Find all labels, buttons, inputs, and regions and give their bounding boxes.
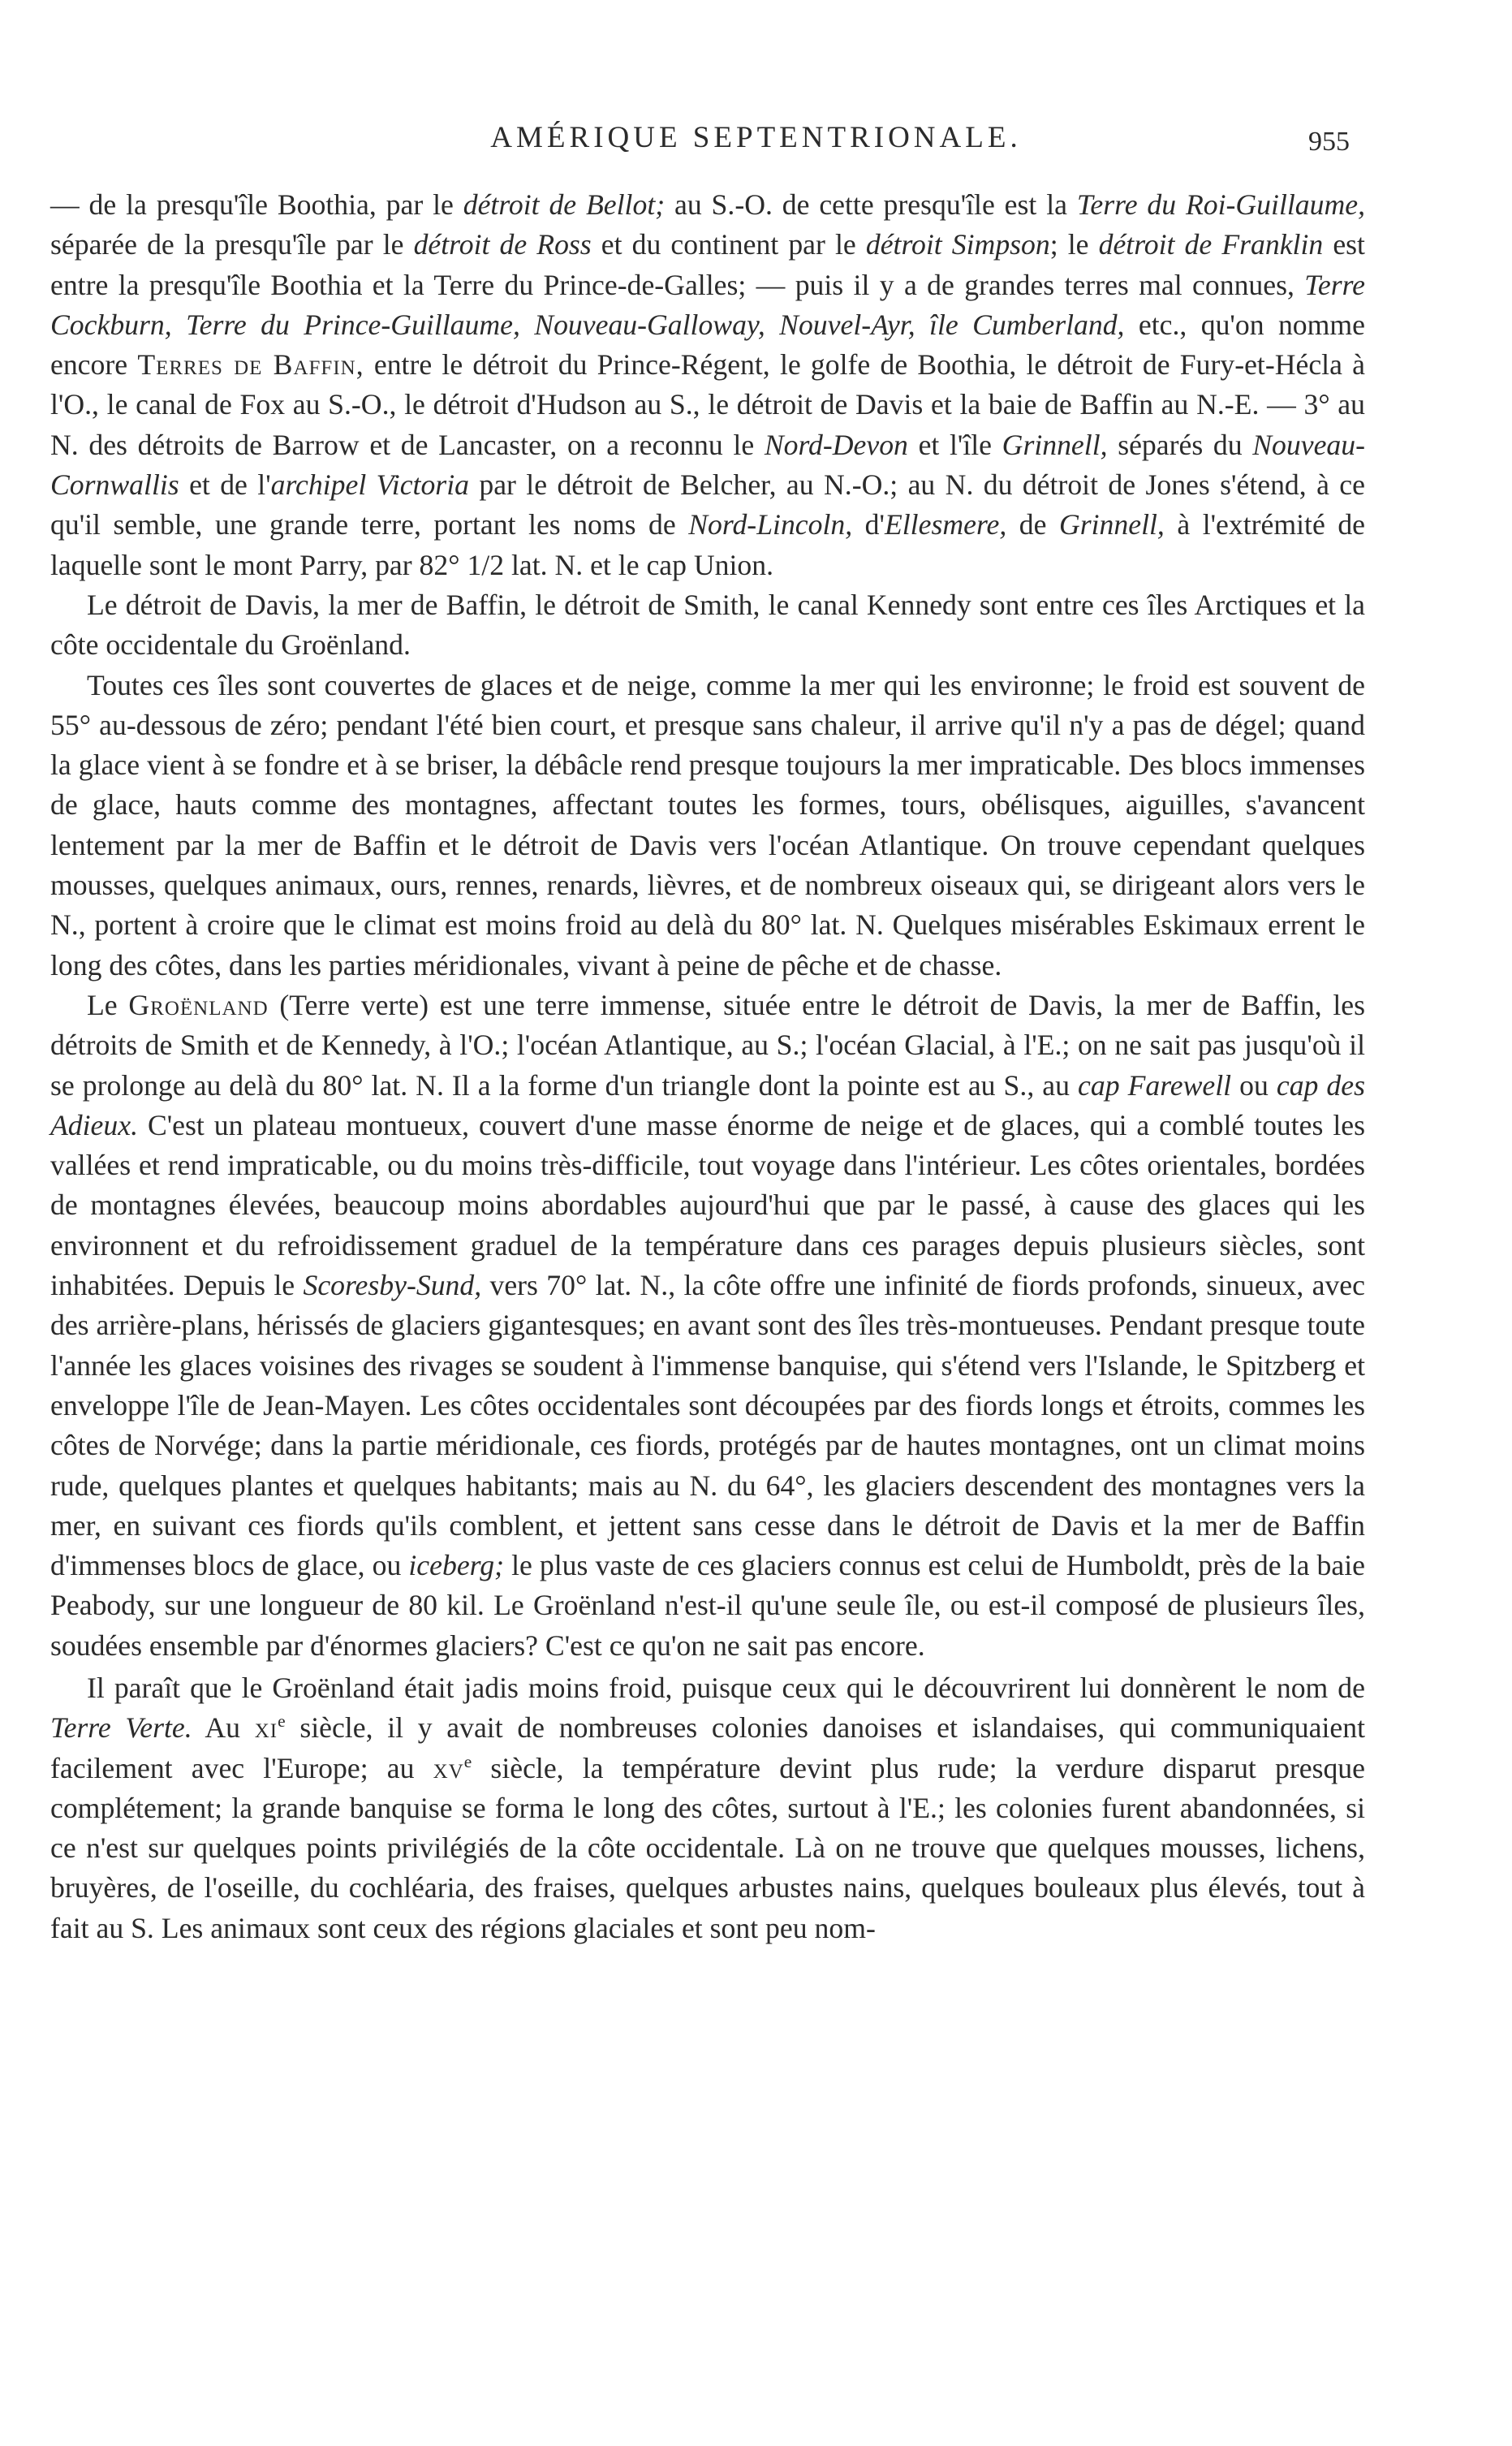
place-name: Terre Cockburn, Terre du Prince-Guillaume, Nouveau-Galloway, Nouvel-Ayr, île Cumberland, bbox=[50, 268, 1365, 341]
text-run: Toutes ces îles sont couvertes de glaces et de neige, comme la mer qui les environne; le froid est souvent de 55° au-dessous de zéro; pendant l'été bien court, et presque sans chaleur, il arrive qu'il n'y a pas de dégel; quand la glace vient à se fondre et à se briser, la débâcle rend presque toujours la mer impraticable. Des blocs immenses de glace, hauts comme des montagnes, affectant toutes les formes, tours, obélisques, aiguilles, s'avancent lentement par la mer de Baffin et le détroit de Davis vers l'océan Atlantique. On trouve cependant quelques mousses, quelques animaux, ours, rennes, renards, lièvres, et de nombreux oiseaux qui, se dirigeant alors vers le N., portent à croire que le climat est moins froid au delà du 80° lat. N. Quelques misérables Eskimaux errent le long des côtes, dans les parties méridionales, vivant à peine de pêche et de chasse. bbox=[50, 668, 1365, 981]
page-body bbox=[50, 185, 1365, 1948]
paragraph-2 bbox=[50, 585, 1365, 666]
ordinal-suffix: e bbox=[463, 1751, 472, 1771]
text-run: de bbox=[1006, 508, 1059, 541]
place-name: détroit Simpson bbox=[865, 228, 1050, 261]
text-run: par le détroit de Belcher, au N.-O.; au N. du détroit de Jones s'étend, à ce qu'il semble, une grande terre, portant les noms de bbox=[50, 468, 1365, 541]
text-run: siècle, il y avait de nombreuses colonies danoises et islandaises, qui communiquaient facilement avec l'Europe; au bbox=[50, 1711, 1365, 1784]
text-run: siècle, la température devint plus rude; la verdure disparut presque complétement; la grande banquise se forma le long des côtes, surtout à l'E.; les colonies furent abandonnées, si ce n'est sur quelques points privilégiés de la côte occidentale. Là on ne trouve que quelques mousses, lichens, bruyères, de l'oseille, du cochléaria, des fraises, quelques arbustes nains, quelques bouleaux plus élevés, tout à fait au S. Les animaux sont ceux des régions glaciales et sont peu nom- bbox=[50, 1751, 1365, 1944]
place-name: Nord-Devon bbox=[764, 428, 908, 461]
text-run: Le détroit de Davis, la mer de Baffin, le détroit de Smith, le canal Kennedy sont entre ces îles Arctiques et la côte occidentale du Groënland. bbox=[50, 588, 1365, 662]
paragraph-1 bbox=[50, 185, 1365, 585]
text-run: ; le bbox=[1049, 228, 1099, 261]
place-name: détroit de Franklin bbox=[1098, 228, 1324, 261]
text-run: Au bbox=[192, 1711, 255, 1745]
paragraph-3 bbox=[50, 666, 1365, 986]
century-numeral: xv bbox=[433, 1751, 464, 1784]
place-name: Nord-Lincoln, bbox=[688, 508, 853, 541]
place-name: Scoresby-Sund, bbox=[303, 1269, 482, 1302]
text-run: et l'île bbox=[907, 428, 1002, 461]
text-run: et du continent par le bbox=[591, 228, 866, 261]
text-run: C'est un plateau montueux, couvert d'une masse énorme de neige et de glaces, qui a comblé toutes les vallées et rend impraticable, ou du moins très-difficile, tout voyage dans l'intérieur. Les côtes orientales, bordées de montagnes élevées, beaucoup moins abordables aujourd'hui que par le passé, à cause des glaces qui les environnent et du refroidissement graduel de la température dans ces parages depuis plusieurs siècles, sont inhabitées. Depuis le bbox=[50, 1108, 1365, 1302]
text-run: Le bbox=[87, 988, 129, 1021]
running-title: AMÉRIQUE SEPTENTRIONALE. bbox=[490, 121, 1022, 154]
text-run: Il paraît que le Groënland était jadis moins froid, puisque ceux qui le découvrirent lui donnèrent le nom de bbox=[87, 1671, 1365, 1704]
place-name: Terre Verte. bbox=[50, 1711, 192, 1745]
place-name: cap des Adieux. bbox=[50, 1068, 1366, 1141]
paragraph-4 bbox=[50, 986, 1365, 1666]
paragraph-5 bbox=[50, 1668, 1365, 1948]
text-run: le plus vaste de ces glaciers connus est celui de Humboldt, près de la baie Peabody, sur une longueur de 80 kil. Le Groënland n'est-il qu'une seule île, ou est-il composé de plusieurs îles, soudées ensemble par d'énormes glaciers? C'est ce qu'on ne sait pas encore. bbox=[50, 1549, 1365, 1662]
term: iceberg; bbox=[408, 1549, 504, 1582]
text-run: séparés du bbox=[1107, 428, 1253, 461]
text-run: (Terre verte) est une terre immense, située entre le détroit de Davis, la mer de Baffin, les détroits de Smith et de Kennedy, à l'O.; l'océan Atlantique, au S.; l'océan Glacial, à l'E.; on ne sait pas jusqu'où il se prolonge au delà du 80° lat. N. Il a la forme d'un triangle dont la pointe est au S., au bbox=[50, 988, 1366, 1102]
place-name: Grinnell, bbox=[1058, 508, 1165, 541]
century-numeral: xi bbox=[254, 1711, 278, 1745]
text-run: à l'extrémité de laquelle sont le mont Parry, par 82° 1/2 lat. N. et le cap Union. bbox=[50, 508, 1366, 581]
text-run: — de la presqu'île Boothia, par le bbox=[50, 188, 463, 221]
text-run: entre le détroit du Prince-Régent, le golfe de Boothia, le détroit de Fury-et-Hécla à l'O., le canal de Fox au S.-O., le détroit d'Hudson au S., le détroit de Davis et la baie de Baffin au N.-E. — 3° au N. des détroits de Barrow et de Lancaster, on a reconnu le bbox=[50, 348, 1365, 461]
text-run: est entre la presqu'île Boothia et la Terre du Prince-de-Galles; — puis il y a de grandes terres mal connues, bbox=[50, 228, 1365, 301]
place-name: cap Farewell bbox=[1078, 1068, 1232, 1102]
text-run: vers 70° lat. N., la côte offre une infinité de fiords profonds, sinueux, avec des arrière-plans, hérissés de glaciers gigantesques; en avant sont des îles très-montueuses. Pendant presque toute l'année les glaces voisines des rivages se soudent à l'immense banquise, qui s'étend vers l'Islande, le Spitzberg et enveloppe l'île de Jean-Mayen. Les côtes occidentales sont découpées par des fiords longs et étroits, commes les côtes de Norvége; dans la partie méridionale, ces fiords, protégés par de hautes montagnes, ont un climat moins rude, quelques plantes et quelques habitants; mais au N. du 64°, les glaciers descendent des montagnes vers la mer, en suivant ces fiords qu'ils comblent, et jettent sans cesse dans le détroit de Davis et la mer de Baffin d'immenses blocs de glace, ou bbox=[50, 1269, 1365, 1582]
text-run: et de l' bbox=[179, 468, 271, 502]
text-run: etc., qu'on nomme encore bbox=[50, 308, 1365, 382]
text-run: ou bbox=[1231, 1068, 1277, 1102]
place-name: Terre du Roi-Guillaume, bbox=[1076, 188, 1365, 221]
ordinal-suffix: e bbox=[278, 1711, 286, 1732]
place-name: Ellesmere, bbox=[884, 508, 1007, 541]
text-run: au S.-O. de cette presqu'île est la bbox=[665, 188, 1077, 221]
page-header bbox=[0, 120, 1512, 169]
place-name-smallcaps: Terres de Baffin, bbox=[137, 348, 364, 382]
place-name: détroit de Bellot; bbox=[463, 188, 666, 221]
text-run: d' bbox=[852, 508, 885, 541]
place-name: archipel Victoria bbox=[270, 468, 469, 502]
page-number: 955 bbox=[1308, 127, 1350, 157]
place-name: Grinnell, bbox=[1002, 428, 1108, 461]
place-name: détroit de Ross bbox=[413, 228, 592, 261]
place-name-smallcaps: Groënland bbox=[128, 988, 269, 1021]
place-name: Nouveau-Cornwallis bbox=[50, 428, 1365, 502]
text-run: séparée de la presqu'île par le bbox=[50, 228, 414, 261]
